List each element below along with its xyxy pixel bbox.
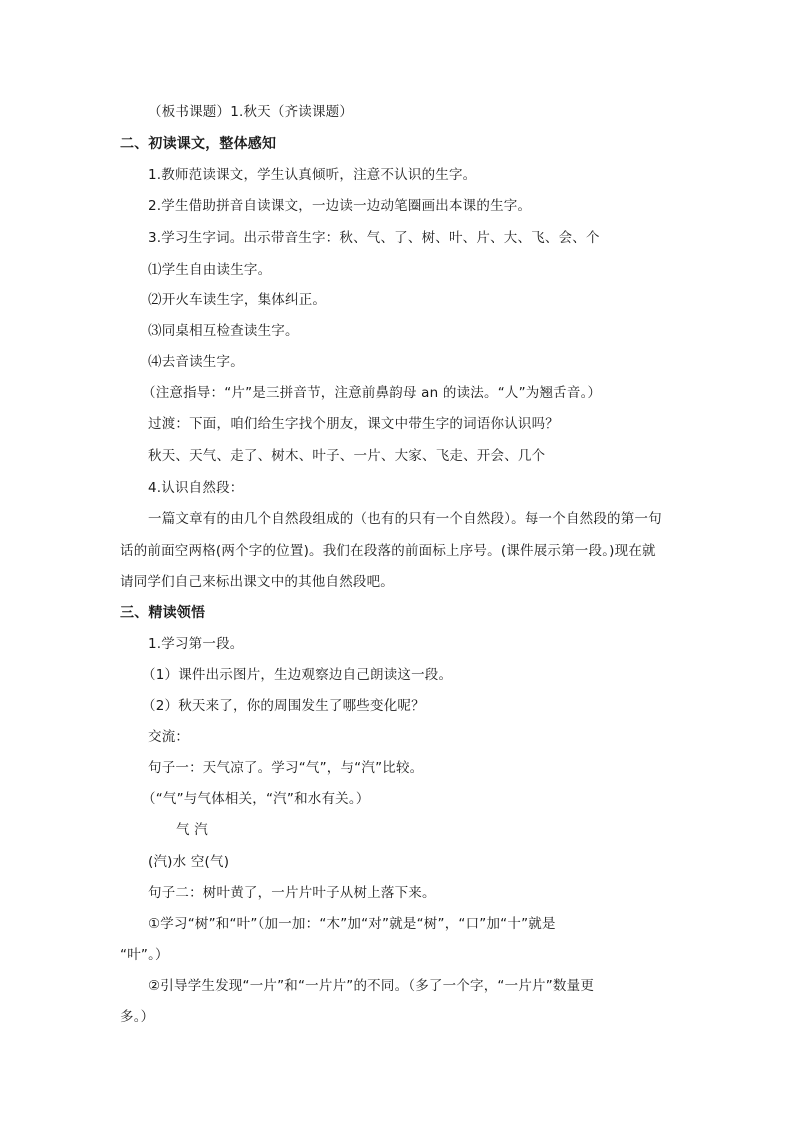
substep-2-line: ⑵开火车读生字，集体纠正。 [148,292,327,308]
sentence-one-line: 句子一：天气凉了。学习“气”，与“汽”比较。 [148,760,424,776]
qi-compare-line: 气 汽 [176,822,208,838]
substep-3-line: ⑶同桌相互检查读生字。 [148,323,299,339]
sentence-two-line: 句子二：树叶黄了，一片片叶子从树上落下来。 [148,885,436,901]
paragraph-intro-line-1: 一篇文章有的由几个自然段组成的（也有的只有一个自然段）。每一个自然段的第一句 [148,511,662,527]
circle-1-line-a: ①学习“树”和“叶”（加一加：“木”加“对”就是“树”，“口”加“十”就是 [148,916,556,932]
lesson-title-line: （板书课题）1.秋天（齐读课题） [148,104,354,120]
step-4-line: 4.认识自然段： [148,480,244,496]
item-1-line: （1）课件出示图片，生边观察边自己朗读这一段。 [142,667,453,683]
section-heading-close-reading: 三、精读领悟 [120,605,206,621]
learn-paragraph-one-line: 1.学习第一段。 [148,636,244,652]
step-2-line: 2.学生借助拼音自读课文，一边读一边动笔圈画出本课的生字。 [148,198,532,214]
paragraph-intro-line-3: 请同学们自己来标出课文中的其他自然段吧。 [120,574,394,590]
circle-2-line-b: 多。） [120,1009,155,1025]
qi-note-line: （“气”与气体相关，“汽”和水有关。） [142,791,370,807]
step-3-line: 3.学习生字词。出示带音生字：秋、气、了、树、叶、片、大、飞、会、个 [148,230,600,246]
word-list-line: 秋天、天气、走了、树木、叶子、一片、大家、飞走、开会、几个 [148,448,546,464]
exchange-label: 交流： [148,729,190,745]
paragraph-intro-line-2: 话的前面空两格(两个字的位置)。我们在段落的前面标上序号。(课件展示第一段。)现在就 [120,543,656,559]
substep-1-line: ⑴学生自由读生字。 [148,262,272,278]
item-2-line: （2）秋天来了，你的周围发生了哪些变化呢？ [142,698,425,714]
circle-1-line-b: “叶”。） [120,947,169,963]
transition-line: 过渡：下面，咱们给生字找个朋友，课文中带生字的词语你认识吗？ [148,416,559,432]
substep-4-line: ⑷去音读生字。 [148,354,244,370]
pronunciation-note-line: （注意指导：“片”是三拼音节，注意前鼻韵母 an 的读法。“人”为翘舌音。） [142,385,602,401]
qi-words-line: (汽)水 空(气) [148,854,230,870]
section-heading-first-reading: 二、初读课文，整体感知 [120,136,277,152]
step-1-line: 1.教师范读课文，学生认真倾听，注意不认识的生字。 [148,167,477,183]
circle-2-line-a: ②引导学生发现“一片”和“一片片”的不同。（多了一个字，“一片片”数量更 [148,978,595,994]
